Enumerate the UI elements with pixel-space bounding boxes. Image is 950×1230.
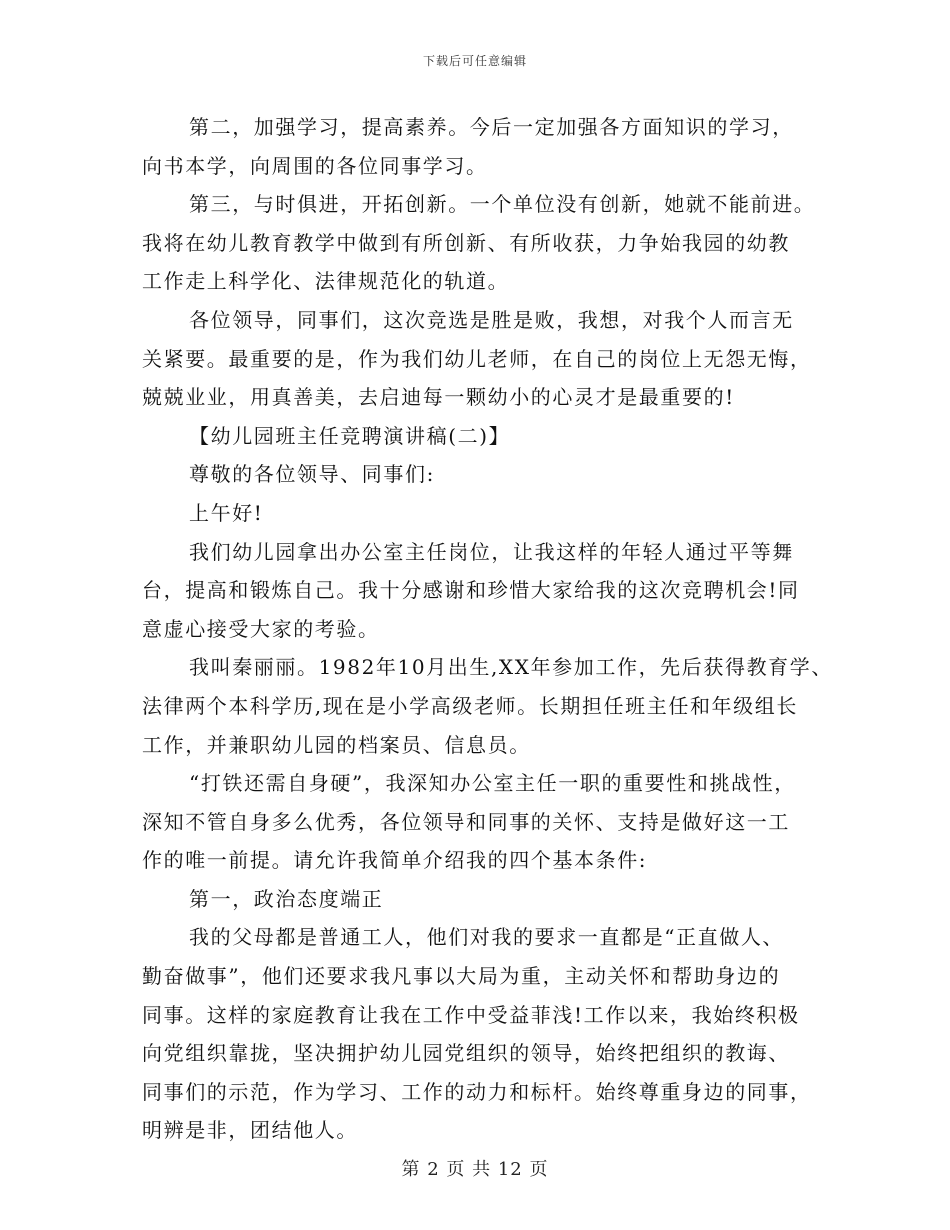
- greeting: 上午好!: [189, 500, 264, 525]
- section-title: 【幼儿园班主任竞聘演讲稿(二)】: [189, 423, 511, 448]
- text-line: 作的唯一前提。请允许我简单介绍我的四个基本条件:: [142, 848, 648, 873]
- text-line: 台，提高和锻炼自己。我十分感谢和珍惜大家给我的这次竞聘机会!同: [142, 578, 800, 603]
- text-line: 同事们的示范，作为学习、工作的动力和标杆。始终尊重身边的同事，: [142, 1079, 812, 1104]
- document-body: [142, 108, 833, 1150]
- text-line: 意虚心接受大家的考验。: [142, 616, 380, 641]
- page-header: 下载后可任意编辑: [422, 54, 527, 68]
- text-line: 第二，加强学习，提高素养。今后一定加强各方面知识的学习，: [189, 115, 794, 139]
- text-line: 勤奋做事”，他们还要求我凡事以大局为重，主动关怀和帮助身边的: [142, 964, 781, 989]
- text-line: 明辨是非，团结他人。: [142, 1118, 358, 1143]
- subsection-heading: 第一，政治态度端正: [189, 886, 384, 911]
- text-line: 各位领导，同事们，这次竞选是胜是败，我想，对我个人而言无: [189, 307, 794, 332]
- text-line: 我叫秦丽丽。1982年10月出生,XX年参加工作，先后获得教育学、: [189, 655, 833, 680]
- text-line: 我将在幼儿教育教学中做到有所创新、有所收获，力争始我园的幼教: [142, 230, 790, 255]
- text-line: 兢兢业业，用真善美，去启迪每一颗幼小的心灵才是最重要的!: [142, 385, 735, 410]
- text-line: 同事。这样的家庭教育让我在工作中受益菲浅!工作以来，我始终积极: [142, 1002, 800, 1027]
- page-number: 第 2 页 共 12 页: [401, 1159, 549, 1180]
- text-line: 我们幼儿园拿出办公室主任岗位，让我这样的年轻人通过平等舞: [189, 539, 794, 564]
- text-line: 工作，并兼职幼儿园的档案员、信息员。: [142, 732, 531, 757]
- text-line: 深知不管自身多么优秀，各位领导和同事的关怀、支持是做好这一工: [142, 809, 790, 834]
- salutation: 尊敬的各位领导、同事们:: [189, 462, 435, 487]
- text-line: 向书本学，向周围的各位同事学习。: [142, 153, 488, 178]
- text-line: 我的父母都是普通工人，他们对我的要求一直都是“正直做人、: [189, 925, 785, 950]
- text-line: 关紧要。最重要的是，作为我们幼儿老师，在自己的岗位上无怨无悔，: [142, 346, 812, 371]
- text-line: 第三，与时俱进，开拓创新。一个单位没有创新，她就不能前进。: [189, 192, 816, 217]
- text-line: “打铁还需自身硬”，我深知办公室主任一职的重要性和挑战性，: [189, 771, 796, 796]
- text-line: 工作走上科学化、法律规范化的轨道。: [142, 269, 510, 294]
- text-line: 法律两个本科学历,现在是小学高级老师。长期担任班主任和年级组长: [142, 693, 798, 718]
- text-line: 向党组织靠拢，坚决拥护幼儿园党组织的领导，始终把组织的教诲、: [142, 1041, 790, 1066]
